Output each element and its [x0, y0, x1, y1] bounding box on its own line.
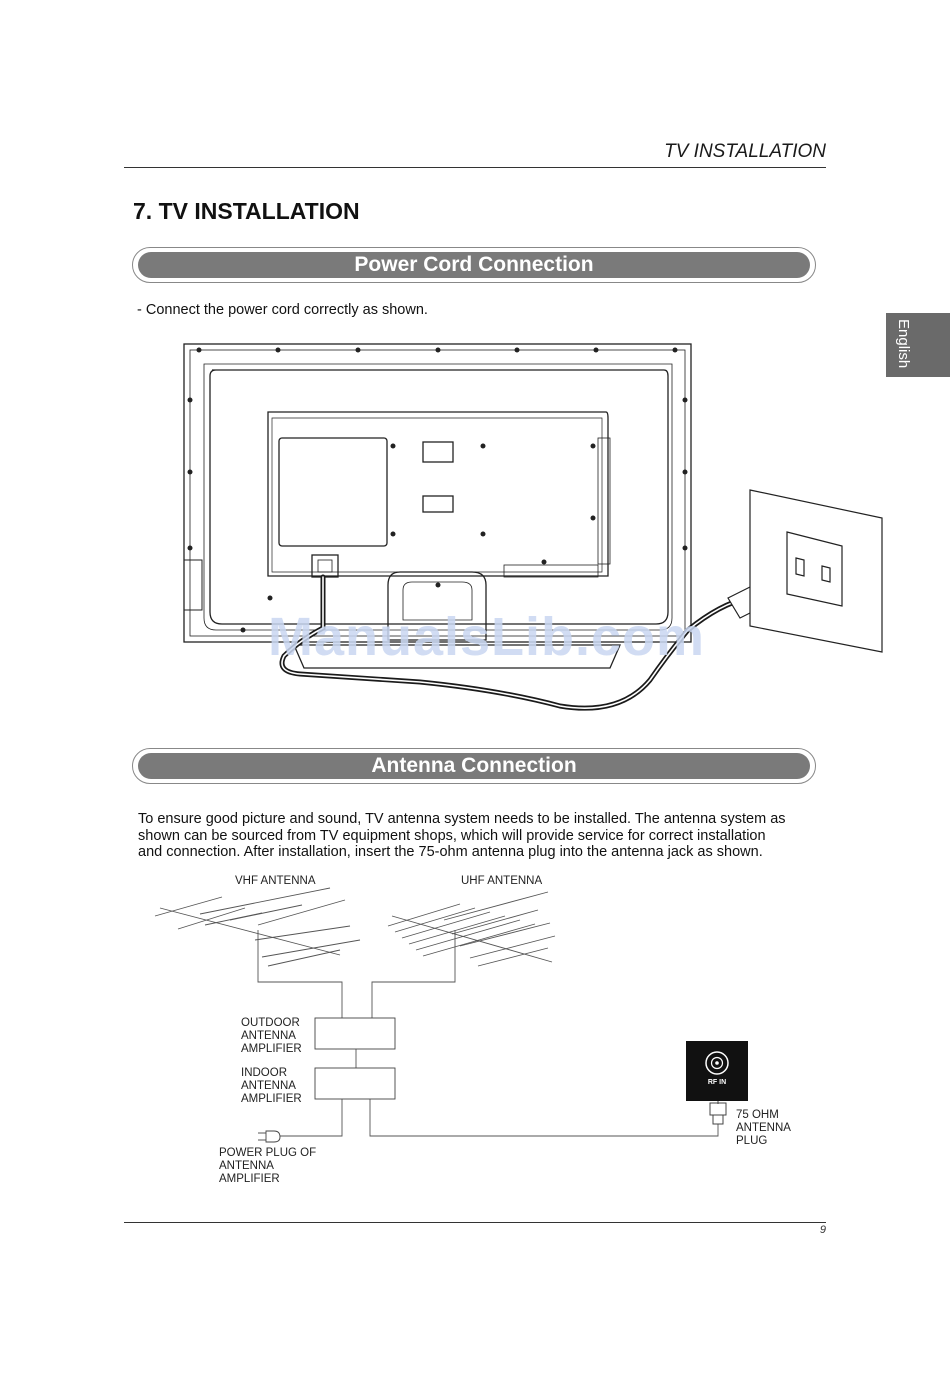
ohm-plug-label: 75 OHM ANTENNA PLUG: [736, 1109, 791, 1147]
antenna-intro-line: and connection. After installation, insert the 75-ohm antenna plug into the antenna jack as shown.: [138, 844, 763, 861]
vhf-antenna: [155, 888, 360, 966]
indoor-amplifier-box: [315, 1068, 395, 1099]
indoor-amplifier-label: INDOOR ANTENNA AMPLIFIER: [241, 1067, 302, 1105]
power-cord-banner-label: Power Cord Connection: [138, 252, 810, 278]
watermark: ManualsLib.com: [268, 607, 706, 667]
uhf-antenna: [388, 892, 555, 966]
ohm-plug-icon: [710, 1101, 726, 1124]
antenna-banner-label: Antenna Connection: [138, 753, 810, 779]
vhf-cable: [258, 930, 342, 1018]
rf-in-panel: [686, 1041, 748, 1101]
page-title: 7. TV INSTALLATION: [133, 198, 360, 224]
amplifier-power-plug-label: POWER PLUG OF ANTENNA AMPLIFIER: [219, 1147, 317, 1185]
page-number: 9: [819, 1224, 826, 1236]
outdoor-amplifier-label: OUTDOOR ANTENNA AMPLIFIER: [241, 1017, 302, 1055]
antenna-output-cable: [370, 1099, 718, 1136]
power-intro-text: - Connect the power cord correctly as shown.: [137, 302, 428, 318]
amplifier-plug-icon: [258, 1131, 280, 1142]
uhf-antenna-label: UHF ANTENNA: [461, 875, 543, 887]
vhf-antenna-label: VHF ANTENNA: [235, 875, 316, 887]
language-tab-label: English: [895, 319, 912, 369]
antenna-intro-line: shown can be sourced from TV equipment shops, which will provide service for correct installation: [138, 827, 766, 844]
rf-in-label: RF IN: [707, 1079, 727, 1086]
footer-rule: [124, 1222, 826, 1223]
running-header: TV INSTALLATION: [664, 141, 826, 162]
uhf-cable: [372, 930, 455, 1018]
outdoor-amplifier-box: [315, 1018, 395, 1049]
antenna-intro-line: To ensure good picture and sound, TV antenna system needs to be installed. The antenna system as: [138, 811, 786, 827]
